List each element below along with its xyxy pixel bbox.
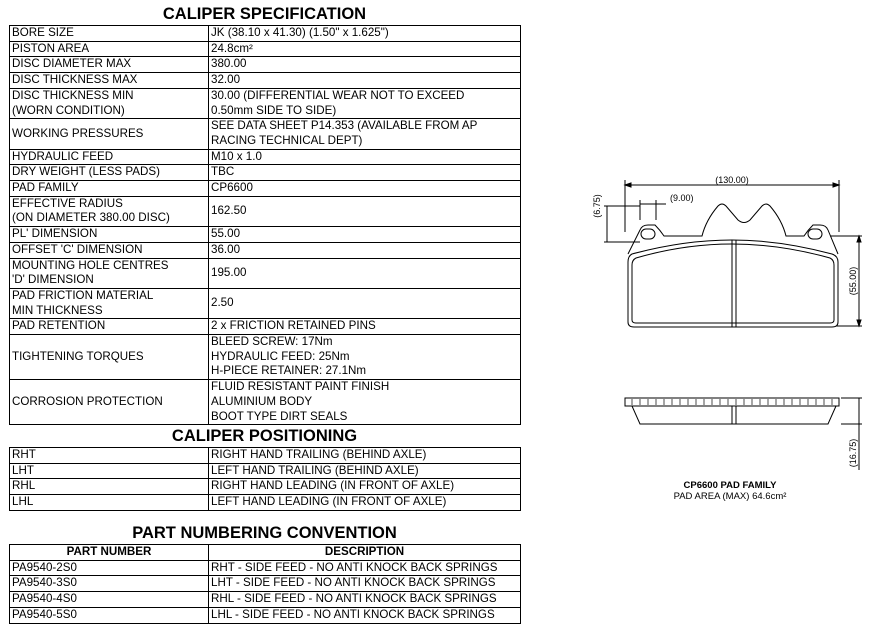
spec-value-cell (209, 73, 521, 89)
spec-value: BLEED SCREW: 17Nm (211, 335, 333, 349)
spec-value: HYDRAULIC FEED: 25Nm (211, 349, 350, 363)
spec-value: H-PIECE RETAINER: 27.1Nm (211, 364, 367, 378)
dim-height-label: (55.00) (848, 266, 858, 296)
spec-label-cell (10, 73, 209, 89)
side-view-friction (632, 406, 836, 424)
spec-value: SEE DATA SHEET P14.353 (AVAILABLE FROM AP (211, 119, 478, 133)
spec-value-cell (209, 119, 521, 149)
spec-label: (WORN CONDITION) (12, 103, 125, 117)
spec-value: JK (38.10 x 41.30) (1.50" x 1.625") (211, 26, 389, 39)
position-description: RIGHT HAND LEADING (IN FRONT OF AXLE) (209, 479, 521, 495)
spec-value: RACING TECHNICAL DEPT) (211, 133, 363, 147)
numbering-row (10, 576, 521, 592)
numbering-title: PART NUMBERING CONVENTION (132, 524, 397, 542)
arrowhead (625, 183, 631, 187)
spec-label-cell (10, 41, 209, 57)
part-number: PA9540-4S0 (10, 592, 209, 608)
position-code: RHT (10, 448, 209, 464)
spec-value-cell (209, 196, 521, 226)
spec-label: DISC THICKNESS MAX (12, 73, 138, 87)
spec-value-cell (209, 57, 521, 73)
spec-value-cell (209, 41, 521, 57)
spec-label-cell (10, 288, 209, 318)
numbering-table (9, 544, 521, 624)
position-description: LEFT HAND LEADING (IN FRONT OF AXLE) (209, 495, 521, 511)
friction-material-inner (632, 244, 834, 323)
spec-value-cell (209, 26, 521, 42)
part-description: LHT - SIDE FEED - NO ANTI KNOCK BACK SPRINGS (209, 576, 521, 592)
pad-area-caption: PAD AREA (MAX) 64.6cm² (673, 491, 787, 502)
part-number: PA9540-2S0 (10, 560, 209, 576)
spec-label: MOUNTING HOLE CENTRES (12, 258, 169, 272)
spec-value-cell (209, 181, 521, 197)
arrowhead (833, 183, 839, 187)
spec-label: PAD RETENTION (12, 319, 106, 333)
spec-row (10, 26, 521, 42)
pad-family-caption: CP6600 PAD FAMILY (683, 480, 777, 491)
spec-title: CALIPER SPECIFICATION (162, 5, 367, 23)
numbering-row (10, 607, 521, 623)
spec-value: M10 x 1.0 (211, 149, 262, 163)
backing-plate-outline (628, 204, 838, 254)
pad-drawing (585, 160, 875, 480)
mounting-hole-left (641, 229, 655, 239)
spec-label: WORKING PRESSURES (12, 126, 144, 140)
spec-label: PL' DIMENSION (12, 227, 98, 241)
spec-row (10, 380, 521, 425)
spec-label-cell (10, 88, 209, 118)
spec-label-cell (10, 319, 209, 335)
positioning-table (9, 447, 521, 511)
spec-label: MIN THICKNESS (12, 303, 103, 317)
spec-value: 55.00 (211, 227, 241, 241)
dim-ear-label: (9.00) (670, 193, 694, 203)
position-code: LHL (10, 495, 209, 511)
spec-label: BORE SIZE (12, 26, 74, 39)
spec-value-cell (209, 380, 521, 425)
spec-label: (ON DIAMETER 380.00 DISC) (12, 211, 170, 225)
spec-value-cell (209, 319, 521, 335)
spec-row (10, 88, 521, 118)
part-number: PA9540-3S0 (10, 576, 209, 592)
part-number: PA9540-5S0 (10, 607, 209, 623)
spec-value: ALUMINIUM BODY (211, 394, 313, 408)
numbering-header-row (10, 545, 521, 561)
spec-value: 32.00 (211, 73, 241, 87)
spec-table (9, 25, 521, 425)
positioning-title: CALIPER POSITIONING (171, 427, 358, 445)
spec-row (10, 57, 521, 73)
dim-ear-height-label: (6.75) (592, 194, 602, 218)
spec-label: PISTON AREA (12, 41, 90, 55)
positioning-row (10, 448, 521, 464)
spec-row (10, 242, 521, 258)
spec-label-cell (10, 335, 209, 380)
spec-row (10, 41, 521, 57)
spec-value: BOOT TYPE DIRT SEALS (211, 409, 348, 423)
dim-thickness-label: (16.75) (848, 438, 858, 468)
spec-value-cell (209, 88, 521, 118)
spec-label-cell (10, 165, 209, 181)
spec-value-cell (209, 149, 521, 165)
spec-value: TBC (211, 165, 235, 179)
spec-value: 162.50 (211, 204, 247, 218)
spec-label: OFFSET 'C' DIMENSION (12, 242, 143, 256)
spec-value: 195.00 (211, 265, 247, 279)
spec-label: TIGHTENING TORQUES (12, 349, 144, 363)
spec-label-cell (10, 242, 209, 258)
spec-value: FLUID RESISTANT PAINT FINISH (211, 380, 390, 394)
spec-row (10, 319, 521, 335)
spec-label: CORROSION PROTECTION (12, 394, 163, 408)
position-code: RHL (10, 479, 209, 495)
spec-row (10, 149, 521, 165)
spec-value-cell (209, 227, 521, 243)
spec-row (10, 258, 521, 288)
dim-width-label: (130.00) (715, 175, 749, 185)
spec-label-cell (10, 258, 209, 288)
spec-label: HYDRAULIC FEED (12, 149, 114, 163)
description-header: DESCRIPTION (209, 545, 521, 561)
spec-label: 'D' DIMENSION (12, 273, 94, 287)
spec-value: 24.8cm² (211, 41, 253, 55)
spec-row (10, 181, 521, 197)
position-description: RIGHT HAND TRAILING (BEHIND AXLE) (209, 448, 521, 464)
part-description: LHL - SIDE FEED - NO ANTI KNOCK BACK SPRINGS (209, 607, 521, 623)
arrowhead (857, 320, 861, 326)
spec-value: CP6600 (211, 181, 253, 195)
spec-value-cell (209, 335, 521, 380)
spec-label: DISC THICKNESS MIN (12, 88, 134, 102)
spec-row (10, 227, 521, 243)
numbering-row (10, 592, 521, 608)
spec-label-cell (10, 227, 209, 243)
part-description: RHT - SIDE FEED - NO ANTI KNOCK BACK SPRINGS (209, 560, 521, 576)
mounting-hole-right (808, 229, 822, 239)
spec-label-cell (10, 119, 209, 149)
friction-material-outline (628, 240, 838, 327)
part-description: RHL - SIDE FEED - NO ANTI KNOCK BACK SPRINGS (209, 592, 521, 608)
spec-label-cell (10, 149, 209, 165)
spec-value: 380.00 (211, 57, 247, 71)
spec-value-cell (209, 242, 521, 258)
spec-row (10, 119, 521, 149)
spec-label-cell (10, 196, 209, 226)
spec-value-cell (209, 258, 521, 288)
numbering-row (10, 560, 521, 576)
spec-value: 2.50 (211, 296, 234, 310)
side-view-backing-plate (625, 398, 839, 406)
spec-value: 30.00 (DIFFERENTIAL WEAR NOT TO EXCEED (211, 88, 465, 102)
part-number-header: PART NUMBER (10, 545, 209, 561)
spec-row (10, 196, 521, 226)
spec-label: DRY WEIGHT (LESS PADS) (12, 165, 160, 179)
spec-value: 2 x FRICTION RETAINED PINS (211, 319, 376, 333)
spec-label: PAD FRICTION MATERIAL (12, 288, 154, 302)
spec-value: 36.00 (211, 242, 241, 256)
spec-row (10, 335, 521, 380)
spec-label-cell (10, 57, 209, 73)
spec-label: DISC DIAMETER MAX (12, 57, 132, 71)
spec-label-cell (10, 181, 209, 197)
spec-label: PAD FAMILY (12, 181, 79, 195)
position-code: LHT (10, 463, 209, 479)
positioning-row (10, 495, 521, 511)
spec-label: EFFECTIVE RADIUS (12, 196, 123, 210)
spec-row (10, 288, 521, 318)
position-description: LEFT HAND TRAILING (BEHIND AXLE) (209, 463, 521, 479)
spec-value: 0.50mm SIDE TO SIDE) (211, 103, 337, 117)
positioning-row (10, 463, 521, 479)
positioning-row (10, 479, 521, 495)
spec-row (10, 73, 521, 89)
spec-value-cell (209, 165, 521, 181)
spec-label-cell (10, 26, 209, 42)
spec-label-cell (10, 380, 209, 425)
spec-value-cell (209, 288, 521, 318)
arrowhead (857, 236, 861, 242)
spec-row (10, 165, 521, 181)
